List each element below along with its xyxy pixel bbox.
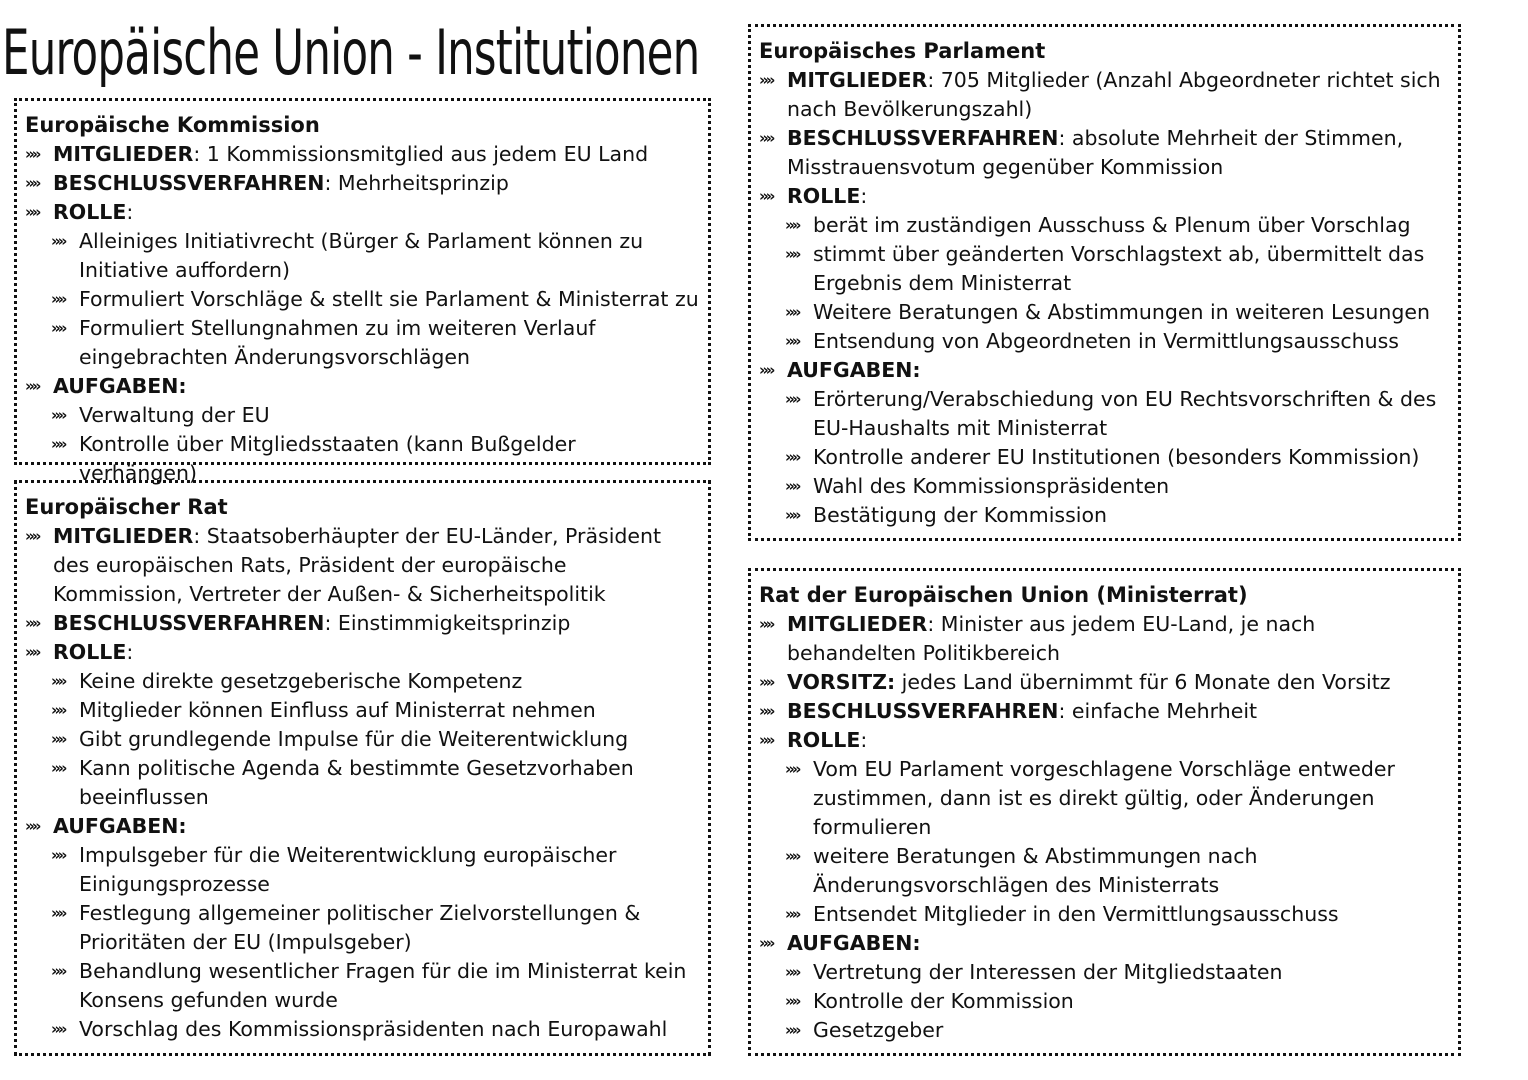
aufgaben-label: AUFGABEN:: [787, 931, 921, 955]
arrow-icon: »»: [25, 614, 39, 632]
arrow-icon: »»: [25, 145, 39, 163]
rolle-label: ROLLE: [53, 200, 127, 224]
parlament-rolle: »» ROLLE:: [759, 182, 1450, 211]
arrow-icon: »»: [785, 905, 799, 923]
arrow-icon: »»: [785, 477, 799, 495]
aufgaben-label: AUFGABEN:: [787, 358, 921, 382]
list-item: »» Verwaltung der EU: [25, 401, 700, 430]
mitglieder-label: MITGLIEDER: [53, 142, 194, 166]
beschluss-label: BESCHLUSSVERFAHREN: [787, 699, 1059, 723]
arrow-icon: »»: [51, 290, 65, 308]
arrow-icon: »»: [51, 1020, 65, 1038]
arrow-icon: »»: [759, 615, 773, 633]
arrow-icon: »»: [51, 904, 65, 922]
list-item: »» Formuliert Stellungnahmen zu im weiteren Verlauf eingebrachten Änderungsvorschlägen: [51, 316, 596, 369]
list-item: »» Behandlung wesentlicher Fragen für die im Ministerrat kein Konsens gefunden wurde: [51, 959, 687, 1012]
arrow-icon: »»: [785, 760, 799, 778]
arrow-icon: »»: [25, 377, 39, 395]
rat-box: [14, 480, 711, 1056]
kommission-box: [14, 98, 711, 485]
arrow-icon: »»: [785, 332, 799, 350]
rat-beschluss: »» BESCHLUSSVERFAHREN: Einstimmigkeitsprinzip: [25, 609, 700, 638]
list-item: »» berät im zuständigen Ausschuss & Plenum über Vorschlag: [759, 211, 1450, 240]
list-item: »» Gibt grundlegende Impulse für die Weiterentwicklung: [25, 725, 700, 754]
mitglieder-label: MITGLIEDER: [53, 524, 194, 548]
list-item: »» Vertretung der Interessen der Mitgliedstaaten: [759, 958, 1450, 987]
list-item: »» Gesetzgeber: [759, 1016, 1450, 1045]
arrow-icon: »»: [51, 759, 65, 777]
arrow-icon: »»: [785, 506, 799, 524]
page-title: Europäische Union - Institutionen: [2, 16, 700, 89]
list-item: »» Mitglieder können Einfluss auf Ministerrat nehmen: [25, 696, 700, 725]
ministerrat-mitglieder: »» MITGLIEDER: Minister aus jedem EU-Land, je nach behandelten Politikbereich: [759, 612, 1316, 665]
list-item: »» Festlegung allgemeiner politischer Zielvorstellungen & Prioritäten der EU (Impulsgeber): [51, 901, 641, 954]
list-item: »» Bestätigung der Kommission: [759, 501, 1450, 530]
kommission-heading: Europäische Kommission: [25, 113, 320, 137]
rat-rolle: »» ROLLE:: [25, 638, 700, 667]
arrow-icon: »»: [51, 672, 65, 690]
list-item: »» weitere Beratungen & Abstimmungen nach Änderungsvorschlägen des Ministerrats: [785, 844, 1258, 897]
arrow-icon: »»: [51, 730, 65, 748]
list-item: »» Kontrolle über Mitgliedsstaaten (kann Bußgelder verhängen): [51, 432, 576, 485]
rat-mitglieder: »» MITGLIEDER: Staatsoberhäupter der EU-Länder, Präsident des europäischen Rats, Präsident der europäische Kommission, Vertreter der Außen- & Sicherheitspolitik: [25, 524, 662, 606]
arrow-icon: »»: [25, 527, 39, 545]
arrow-icon: »»: [785, 245, 799, 263]
list-item: »» Entsendet Mitglieder in den Vermittlungsausschuss: [759, 900, 1450, 929]
arrow-icon: »»: [51, 406, 65, 424]
arrow-icon: »»: [759, 71, 773, 89]
rat-aufgaben: [25, 812, 700, 841]
list-item: »» Kontrolle anderer EU Institutionen (besonders Kommission): [759, 443, 1450, 472]
list-item: »» Kontrolle der Kommission: [759, 987, 1450, 1016]
list-item: »» Erörterung/Verabschiedung von EU Rechtsvorschriften & des EU-Haushalts mit Ministerrat: [785, 387, 1437, 440]
beschluss-label: BESCHLUSSVERFAHREN: [787, 126, 1059, 150]
ministerrat-rolle: »» ROLLE:: [759, 726, 1450, 755]
list-item: »» Entsendung von Abgeordneten in Vermittlungsausschuss: [759, 327, 1450, 356]
vorsitz-label: VORSITZ:: [787, 670, 896, 694]
arrow-icon: »»: [51, 435, 65, 453]
rolle-label: ROLLE: [787, 728, 861, 752]
beschluss-label: BESCHLUSSVERFAHREN: [53, 611, 325, 635]
arrow-icon: »»: [759, 731, 773, 749]
arrow-icon: »»: [759, 129, 773, 147]
list-item: »» Formuliert Vorschläge & stellt sie Parlament & Ministerrat zu: [25, 285, 700, 314]
arrow-icon: »»: [51, 319, 65, 337]
kommission-aufgaben: [25, 372, 700, 401]
arrow-icon: »»: [785, 216, 799, 234]
kommission-mitglieder: »» MITGLIEDER: 1 Kommissionsmitglied aus jedem EU Land: [25, 140, 700, 169]
aufgaben-label: AUFGABEN:: [53, 814, 187, 838]
arrow-icon: »»: [51, 846, 65, 864]
list-item: »» Vom EU Parlament vorgeschlagene Vorschläge entweder zustimmen, dann ist es direkt gültig, oder Änderungen formulieren: [785, 757, 1395, 839]
arrow-icon: »»: [759, 187, 773, 205]
arrow-icon: »»: [785, 963, 799, 981]
parlament-box: [748, 24, 1461, 541]
rolle-label: ROLLE: [53, 640, 127, 664]
aufgaben-label: AUFGABEN:: [53, 374, 187, 398]
beschluss-label: BESCHLUSSVERFAHREN: [53, 171, 325, 195]
arrow-icon: »»: [785, 1021, 799, 1039]
arrow-icon: »»: [785, 847, 799, 865]
parlament-beschluss: »» BESCHLUSSVERFAHREN: absolute Mehrheit der Stimmen, Misstrauensvotum gegenüber Kommission: [759, 126, 1404, 179]
parlament-mitglieder: »» MITGLIEDER: 705 Mitglieder (Anzahl Abgeordneter richtet sich nach Bevölkerungszahl): [759, 68, 1441, 121]
list-item: »» stimmt über geänderten Vorschlagstext ab, übermittelt das Ergebnis dem Ministerrat: [785, 242, 1425, 295]
parlament-aufgaben: [759, 356, 1450, 385]
kommission-beschluss: »» BESCHLUSSVERFAHREN: Mehrheitsprinzip: [25, 169, 700, 198]
ministerrat-aufgaben: [759, 929, 1450, 958]
arrow-icon: »»: [759, 673, 773, 691]
arrow-icon: »»: [759, 361, 773, 379]
parlament-heading: Europäisches Parlament: [759, 39, 1046, 63]
ministerrat-beschluss: »» BESCHLUSSVERFAHREN: einfache Mehrheit: [759, 697, 1450, 726]
arrow-icon: »»: [785, 303, 799, 321]
list-item: »» Kann politische Agenda & bestimmte Gesetzvorhaben beeinflussen: [51, 756, 634, 809]
list-item: »» Alleiniges Initiativrecht (Bürger & Parlament können zu Initiative auffordern): [51, 229, 644, 282]
mitglieder-label: MITGLIEDER: [787, 612, 928, 636]
arrow-icon: »»: [759, 702, 773, 720]
arrow-icon: »»: [785, 390, 799, 408]
mitglieder-label: MITGLIEDER: [787, 68, 928, 92]
ministerrat-box: [748, 568, 1461, 1056]
ministerrat-vorsitz: »» VORSITZ: jedes Land übernimmt für 6 Monate den Vorsitz: [759, 668, 1450, 697]
arrow-icon: »»: [25, 174, 39, 192]
list-item: »» Keine direkte gesetzgeberische Kompetenz: [25, 667, 700, 696]
list-item: »» Impulsgeber für die Weiterentwicklung europäischer Einigungsprozesse: [51, 843, 617, 896]
arrow-icon: »»: [25, 643, 39, 661]
arrow-icon: »»: [759, 934, 773, 952]
arrow-icon: »»: [51, 232, 65, 250]
arrow-icon: »»: [25, 203, 39, 221]
arrow-icon: »»: [25, 817, 39, 835]
list-item: »» Weitere Beratungen & Abstimmungen in weiteren Lesungen: [759, 298, 1450, 327]
kommission-rolle: »» ROLLE:: [25, 198, 700, 227]
rat-heading: Europäischer Rat: [25, 495, 228, 519]
list-item: »» Wahl des Kommissionspräsidenten: [759, 472, 1450, 501]
arrow-icon: »»: [51, 701, 65, 719]
arrow-icon: »»: [51, 962, 65, 980]
ministerrat-heading: Rat der Europäischen Union (Ministerrat): [759, 583, 1248, 607]
list-item: »» Vorschlag des Kommissionspräsidenten nach Europawahl: [25, 1015, 700, 1044]
arrow-icon: »»: [785, 448, 799, 466]
rolle-label: ROLLE: [787, 184, 861, 208]
arrow-icon: »»: [785, 992, 799, 1010]
